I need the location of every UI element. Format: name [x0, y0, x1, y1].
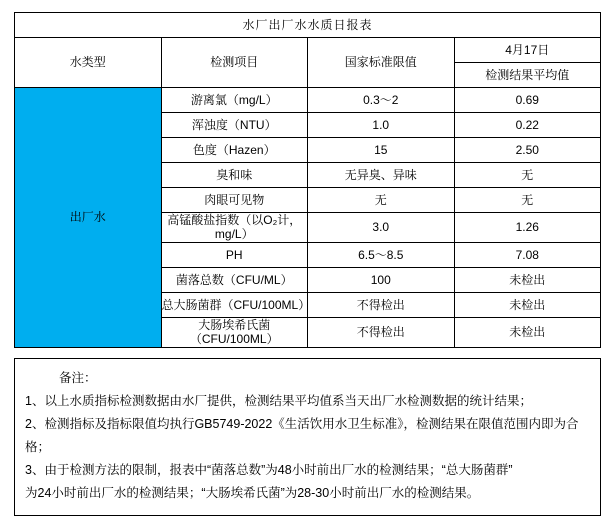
row-limit-value: 3.0	[308, 213, 455, 243]
header-national-limit: 国家标准限值	[308, 38, 455, 88]
row-limit-value: 15	[308, 138, 455, 163]
table-row	[15, 88, 601, 113]
notes-title: 备注：	[59, 370, 97, 385]
row-result-value: 0.69	[454, 88, 601, 113]
row-limit-value: 无异臭、异味	[308, 163, 455, 188]
notes-line: 1、以上水质指标检测数据由水厂提供，检测结果平均值系当天出厂水检测数据的统计结果；	[25, 393, 532, 408]
row-item-label: PH	[161, 242, 308, 267]
row-limit-value: 不得检出	[308, 317, 455, 347]
row-item-label: 菌落总数（CFU/ML）	[161, 267, 308, 292]
page-title: 水厂出厂水水质日报表	[15, 13, 601, 38]
header-water-type: 水类型	[15, 38, 162, 88]
row-result-value: 1.26	[454, 213, 601, 243]
water-type-value: 出厂水	[15, 88, 162, 348]
row-limit-value: 不得检出	[308, 292, 455, 317]
water-quality-table	[14, 12, 601, 348]
row-result-value: 2.50	[454, 138, 601, 163]
row-limit-value: 1.0	[308, 113, 455, 138]
row-item-label: 肉眼可见物	[161, 188, 308, 213]
notes-line: 为24小时前出厂水的检测结果；“大肠埃希氏菌”为28-30小时前出厂水的检测结果。	[25, 486, 480, 501]
row-item-label: 臭和味	[161, 163, 308, 188]
row-item-label: 色度（Hazen）	[161, 138, 308, 163]
row-result-value: 未检出	[454, 317, 601, 347]
header-result-average: 检测结果平均值	[454, 63, 601, 88]
row-limit-value: 6.5～8.5	[308, 242, 455, 267]
row-result-value: 无	[454, 163, 601, 188]
row-result-value: 未检出	[454, 292, 601, 317]
row-limit-value: 无	[308, 188, 455, 213]
row-item-label: 游离氯（mg/L）	[161, 88, 308, 113]
notes-line: 3、由于检测方法的限制，报表中“菌落总数”为48小时前出厂水的检测结果；“总大肠菌群”	[25, 463, 513, 478]
header-date: 4月17日	[454, 38, 601, 63]
row-result-value: 0.22	[454, 113, 601, 138]
row-limit-value: 0.3～2	[308, 88, 455, 113]
header-test-item: 检测项目	[161, 38, 308, 88]
row-item-label: 总大肠菌群（CFU/100ML）	[161, 292, 308, 317]
row-item-label: 高锰酸盐指数（以O₂计，mg/L）	[161, 213, 308, 243]
row-result-value: 未检出	[454, 267, 601, 292]
row-limit-value: 100	[308, 267, 455, 292]
row-item-label: 大肠埃希氏菌（CFU/100ML）	[161, 317, 308, 347]
notes-line: 2、检测指标及指标限值均执行GB5749-2022《生活饮用水卫生标准》，检测结果在限值范围内即为合格；	[25, 416, 579, 454]
notes-box	[14, 358, 601, 516]
row-result-value: 7.08	[454, 242, 601, 267]
table-title-row	[15, 13, 601, 38]
row-item-label: 浑浊度（NTU）	[161, 113, 308, 138]
table-header-row-1	[15, 38, 601, 63]
row-result-value: 无	[454, 188, 601, 213]
